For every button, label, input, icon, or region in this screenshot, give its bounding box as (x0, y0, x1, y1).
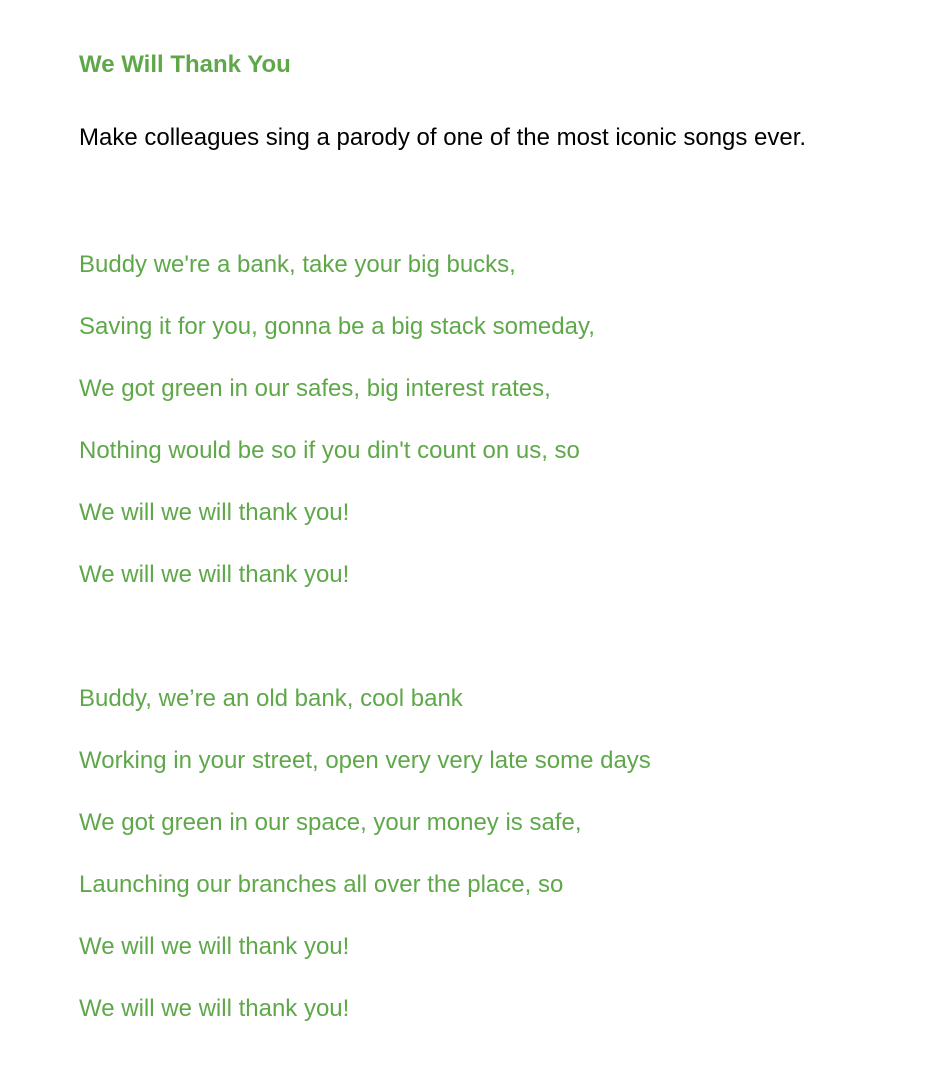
lyric-line: Saving it for you, gonna be a big stack someday, (79, 313, 595, 340)
lyric-line: We will we will thank you! (79, 933, 350, 960)
lyric-line: We will we will thank you! (79, 561, 350, 588)
verse-2 (79, 684, 651, 1056)
verse-1 (79, 250, 595, 622)
lyric-line: We will we will thank you! (79, 499, 350, 526)
lyric-line: We will we will thank you! (79, 995, 350, 1022)
lyric-line: Working in your street, open very very late some days (79, 747, 651, 774)
lyric-line: Launching our branches all over the place, so (79, 871, 564, 898)
lyric-line: Buddy we're a bank, take your big bucks, (79, 251, 516, 278)
lyric-line: We got green in our space, your money is safe, (79, 809, 582, 836)
intro-text: Make colleagues sing a parody of one of the most iconic songs ever. (79, 124, 807, 151)
lyric-line: Buddy, we’re an old bank, cool bank (79, 685, 463, 712)
lyric-line: We got green in our safes, big interest rates, (79, 375, 551, 402)
song-title: We Will Thank You (79, 51, 291, 78)
lyric-line: Nothing would be so if you din't count on us, so (79, 437, 580, 464)
